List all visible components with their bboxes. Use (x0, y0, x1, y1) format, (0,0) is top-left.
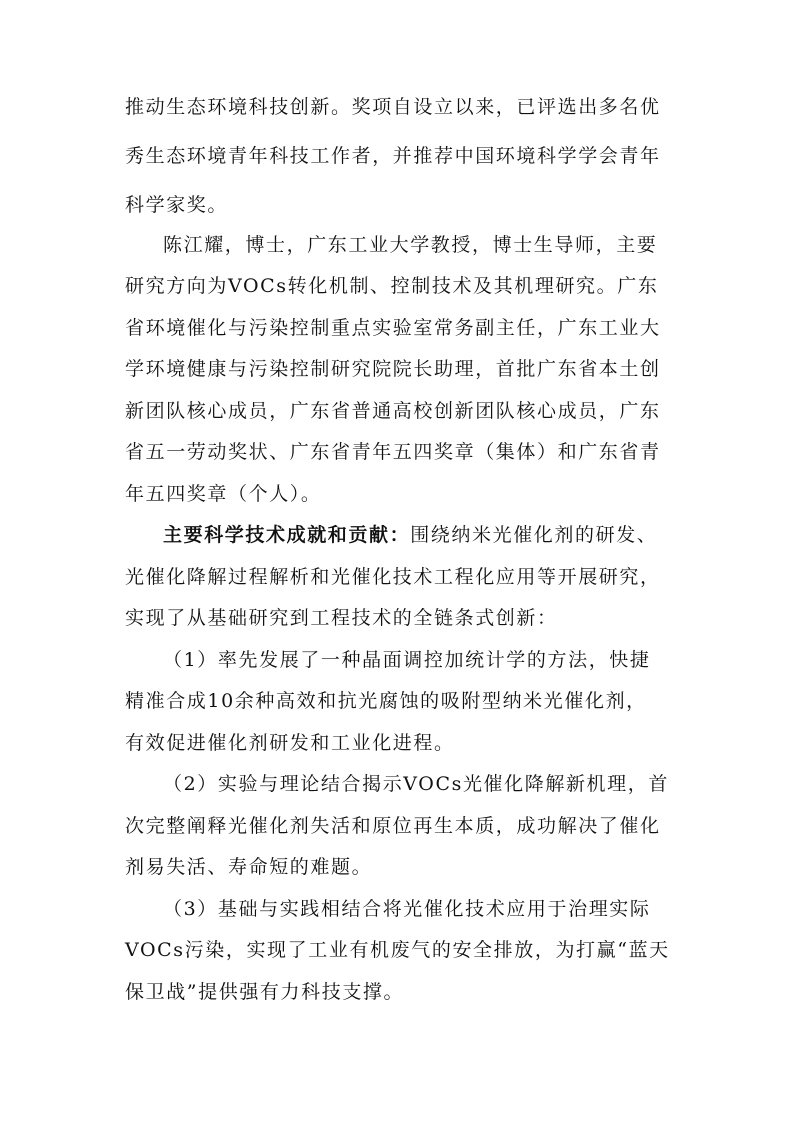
paragraph-1-line-2: 秀生态环境青年科技工作者，并推荐中国环境科学学会青年 (125, 145, 661, 167)
paragraph-2-line-2: 研究方向为VOCs转化机制、控制技术及其机理研究。广东 (125, 275, 659, 297)
paragraph-5-line-3: 剂易失活、寿命短的难题。 (125, 856, 373, 878)
paragraph-4-line-3: 有效促进催化剂研发和工业化进程。 (125, 732, 455, 754)
paragraph-3-line-3: 实现了从基础研究到工程技术的全链条式创新： (125, 607, 558, 629)
paragraph-3-line-2: 光催化降解过程解析和光催化技术工程化应用等开展研究， (125, 566, 661, 588)
paragraph-4-line-1: （1）率先发展了一种晶面调控加统计学的方法，快捷 (163, 649, 651, 671)
paragraph-2-line-1: 陈江耀，博士，广东工业大学教授，博士生导师，主要 (163, 234, 658, 256)
paragraph-6-line-1: （3）基础与实践相结合将光催化技术应用于治理实际 (163, 898, 651, 920)
paragraph-3-line-1 (163, 523, 685, 547)
paragraph-1-line-3: 科学家奖。 (125, 194, 229, 216)
paragraph-1-line-1: 推动生态环境科技创新。奖项自设立以来，已评选出多名优 (125, 96, 661, 118)
paragraph-5-line-1: （2）实验与理论结合揭示VOCs光催化降解新机理，首 (163, 773, 669, 795)
paragraph-6-line-2: VOCs污染，实现了工业有机废气的安全排放，为打赢“蓝天 (125, 939, 670, 961)
paragraph-4-line-2: 精准合成10余种高效和抗光腐蚀的吸附型纳米光催化剂， (125, 690, 647, 712)
paragraph-2-line-7: 年五四奖章（个人）。 (125, 483, 322, 505)
paragraph-2-line-3: 省环境催化与污染控制重点实验室常务副主任，广东工业大 (125, 317, 661, 339)
paragraph-6-line-3: 保卫战”提供强有力科技支撑。 (125, 981, 405, 1003)
paragraph-2-line-6: 省五一劳动奖状、广东省青年五四奖章（集体）和广东省青 (125, 441, 661, 463)
paragraph-3-first-line-text: 围绕纳米光催化剂的研发、 (410, 524, 658, 546)
paragraph-2-line-4: 学环境健康与污染控制研究院院长助理，首批广东省本土创 (125, 358, 661, 380)
paragraph-2-line-5: 新团队核心成员，广东省普通高校创新团队核心成员，广东 (125, 400, 661, 422)
achievements-heading: 主要科学技术成就和贡献： (163, 524, 411, 546)
paragraph-5-line-2: 次完整阐释光催化剂失活和原位再生本质，成功解决了催化 (125, 815, 661, 837)
